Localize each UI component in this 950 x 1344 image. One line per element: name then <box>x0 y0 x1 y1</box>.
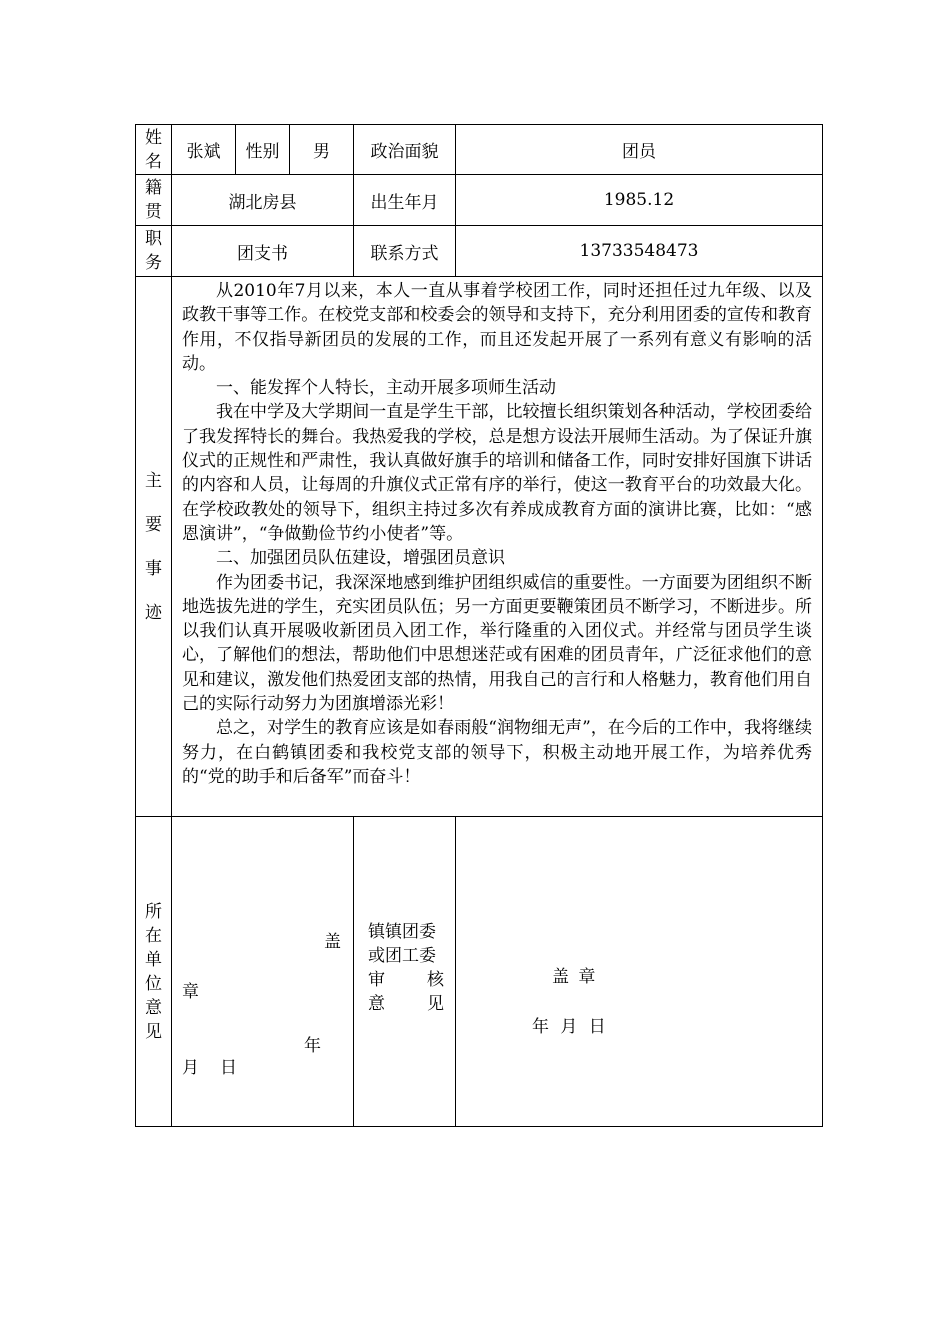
origin-label-char: 籍 <box>145 178 162 198</box>
deeds-label-char: 要 <box>145 514 162 535</box>
unit-label-char: 位 <box>145 973 162 994</box>
contact-value: 13733548473 <box>456 226 823 277</box>
contact-label: 联系方式 <box>354 226 456 277</box>
row-origin <box>136 175 823 226</box>
gender-value: 男 <box>290 125 354 175</box>
row-name <box>136 125 823 175</box>
town-label-line <box>368 992 444 1016</box>
gender-label: 性别 <box>236 125 290 175</box>
unit-date-year: 年 <box>304 1036 321 1056</box>
town-opinion-area <box>456 817 823 1127</box>
deeds-content <box>172 277 823 817</box>
name-label <box>136 125 172 175</box>
unit-date-month: 月 <box>182 1058 199 1078</box>
application-form <box>135 124 823 1127</box>
town-opinion-label <box>354 817 456 1127</box>
deeds-label-char: 事 <box>145 558 162 579</box>
unit-opinion-area <box>172 817 354 1127</box>
row-position <box>136 226 823 277</box>
unit-date-day: 日 <box>220 1058 237 1078</box>
town-label-line: 镇镇团委 <box>368 922 436 942</box>
name-label-char: 名 <box>145 151 162 172</box>
deeds-paragraph: 我在中学及大学期间一直是学生干部，比较擅长组织策划各种活动，学校团委给了我发挥特长的舞台。我热爱我的学校，总是想方设法开展师生活动。为了保证升旗仪式的正规性和严肃性，我认真做好旗手的培训和储备工作，同时安排好国旗下讲话的内容和人员，让每周的升旗仪式正常有序的举行，使这一教育平台的功效最大化。在学校政教处的领导下，组织主持过多次有养成成教育方面的演讲比赛，比如：“感恩演讲”，“争做勤俭节约小使者”等。 <box>182 402 812 544</box>
town-label-line: 或团工委 <box>368 946 436 966</box>
deeds-label <box>136 277 172 817</box>
unit-stamp-char: 盖 <box>324 932 341 952</box>
unit-label-char: 所 <box>145 901 162 922</box>
origin-label-char: 贯 <box>145 202 162 222</box>
town-label-block <box>368 920 444 1016</box>
political-label: 政治面貌 <box>354 125 456 175</box>
position-value: 团支书 <box>172 226 354 277</box>
birth-label: 出生年月 <box>354 175 456 226</box>
political-value: 团员 <box>456 125 823 175</box>
unit-opinion-label <box>136 817 172 1127</box>
deeds-label-char: 迹 <box>145 602 162 623</box>
unit-label-char: 意 <box>145 997 162 1018</box>
deeds-paragraph: 从2010年7月以来，本人一直从事着学校团工作，同时还担任过九年级、以及政教干事等工作。在校党支部和校委会的领导和支持下，充分利用团委的宣传和教育作用，不仅指导新团员的发展的工作，而且还发起开展了一系列有意义有影响的活动。 <box>182 281 812 374</box>
deeds-paragraph: 作为团委书记，我深深地感到维护团组织威信的重要性。一方面要为团组织不断地选拔先进的学生，充实团员队伍；另一方面更要鞭策团员不断学习，不断进步。所以我们认真开展吸收新团员入团工作，举行隆重的入团仪式。并经常与团员学生谈心，了解他们的想法，帮助他们中思想迷茫或有困难的团员青年，广泛征求他们的意见和建议，激发他们热爱团支部的热情，用我自己的言行和人格魅力，教育他们用自己的实际行动努力为团旗增添光彩！ <box>182 572 812 715</box>
deeds-label-char: 主 <box>145 470 162 491</box>
position-label-char: 务 <box>145 253 162 273</box>
town-label-char: 核 <box>427 970 444 990</box>
unit-stamp-char: 章 <box>182 982 199 1002</box>
unit-label-char: 见 <box>145 1021 162 1042</box>
town-label-char: 意 <box>368 994 385 1014</box>
row-opinion <box>136 817 823 1127</box>
town-label-char: 见 <box>427 994 444 1014</box>
town-date: 年 月 日 <box>532 1017 609 1037</box>
deeds-heading: 一、能发挥个人特长，主动开展多项师生活动 <box>216 378 556 399</box>
town-label-line <box>368 968 444 992</box>
name-label-char: 姓 <box>145 127 162 148</box>
unit-label-char: 单 <box>145 949 162 970</box>
town-stamp: 盖 章 <box>552 967 598 987</box>
origin-value: 湖北房县 <box>172 175 354 226</box>
row-deeds <box>136 277 823 817</box>
position-label-char: 职 <box>145 229 162 249</box>
origin-label <box>136 175 172 226</box>
deeds-heading: 二、加强团员队伍建设，增强团员意识 <box>216 548 505 569</box>
unit-label-char: 在 <box>145 925 162 946</box>
town-label-char: 审 <box>368 970 385 990</box>
name-value: 张斌 <box>172 125 236 175</box>
position-label <box>136 226 172 277</box>
birth-value: 1985.12 <box>456 175 823 226</box>
deeds-paragraph: 总之，对学生的教育应该是如春雨般“润物细无声”，在今后的工作中，我将继续努力，在白鹤镇团委和我校党支部的领导下，积极主动地开展工作，为培养优秀的“党的助手和后备军”而奋斗！ <box>182 718 812 787</box>
